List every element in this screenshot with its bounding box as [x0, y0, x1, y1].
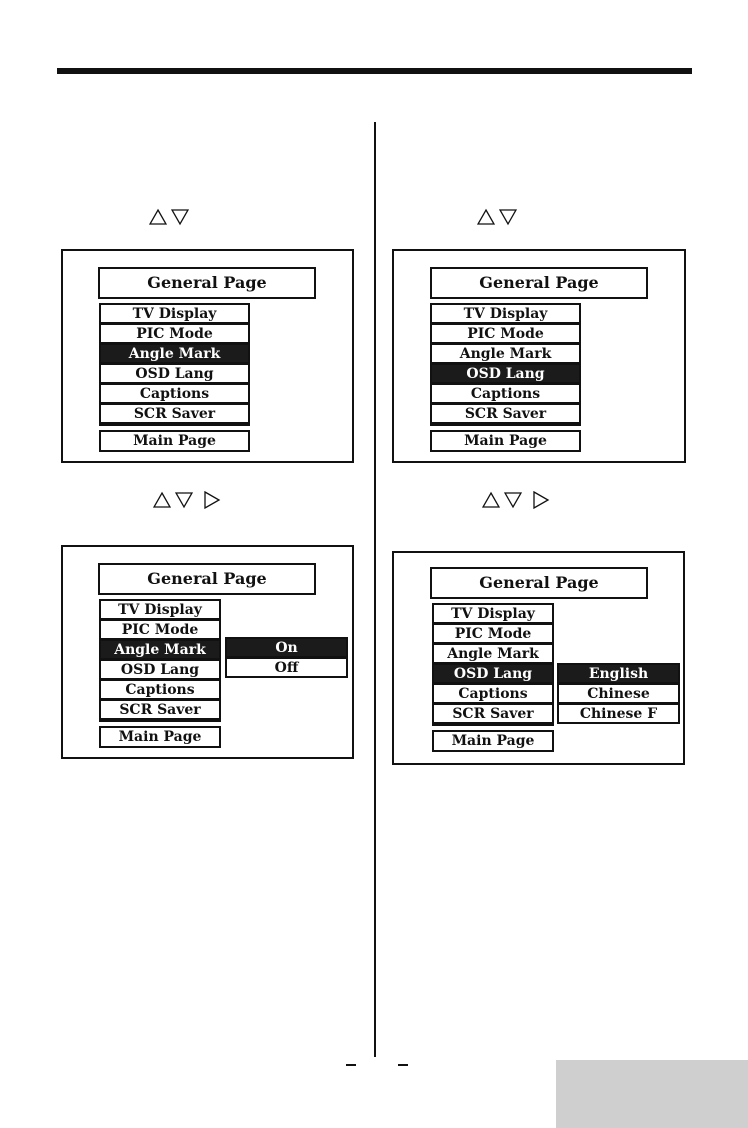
down-triangle-icon [171, 208, 189, 226]
right-triangle-icon [203, 491, 221, 509]
menu-item-tv-display[interactable]: TV Display [99, 303, 250, 324]
menu-item-tv-display[interactable]: TV Display [99, 599, 221, 620]
menu-item-captions[interactable]: Captions [99, 679, 221, 700]
menu-title: General Page [98, 267, 316, 299]
right-triangle-icon [532, 491, 550, 509]
nav-hint-2 [477, 207, 517, 227]
menu-item-pic-mode[interactable]: PIC Mode [430, 323, 581, 344]
osd-panel-2 [392, 249, 686, 463]
menu-item-pic-mode[interactable]: PIC Mode [99, 619, 221, 640]
menu-item-pic-mode[interactable]: PIC Mode [99, 323, 250, 344]
nav-hint-1 [149, 207, 189, 227]
menu-item-tv-display[interactable]: TV Display [432, 603, 554, 624]
menu-item-pic-mode[interactable]: PIC Mode [432, 623, 554, 644]
down-triangle-icon [175, 491, 193, 509]
menu-item-osd-lang[interactable]: OSD Lang [430, 363, 581, 384]
nav-hint-3 [153, 490, 221, 510]
menu-item-tv-display[interactable]: TV Display [430, 303, 581, 324]
footer-dash [346, 1064, 356, 1066]
nav-hint-4 [482, 490, 550, 510]
main-page-button[interactable]: Main Page [430, 430, 581, 452]
menu-item-captions[interactable]: Captions [432, 683, 554, 704]
submenu-option-chinese-f[interactable]: Chinese F [557, 703, 680, 724]
menu-item-captions[interactable]: Captions [99, 383, 250, 404]
menu-item-scr-saver[interactable]: SCR Saver [99, 699, 221, 720]
main-page-button[interactable]: Main Page [432, 730, 554, 752]
menu-item-scr-saver[interactable]: SCR Saver [430, 403, 581, 424]
menu-item-angle-mark[interactable]: Angle Mark [99, 639, 221, 660]
menu-underline [430, 424, 581, 426]
up-triangle-icon [477, 208, 495, 226]
footer-dash [398, 1064, 408, 1066]
osd-panel-3 [61, 545, 354, 759]
menu-title: General Page [430, 567, 648, 599]
up-triangle-icon [482, 491, 500, 509]
menu-underline [99, 720, 221, 722]
menu-item-angle-mark[interactable]: Angle Mark [99, 343, 250, 364]
menu-title: General Page [98, 563, 316, 595]
up-triangle-icon [149, 208, 167, 226]
osd-panel-1 [61, 249, 354, 463]
page-tab [556, 1060, 748, 1128]
main-page-button[interactable]: Main Page [99, 726, 221, 748]
header-rule [57, 68, 692, 74]
menu-item-osd-lang[interactable]: OSD Lang [432, 663, 554, 684]
menu-item-captions[interactable]: Captions [430, 383, 581, 404]
down-triangle-icon [499, 208, 517, 226]
menu-item-angle-mark[interactable]: Angle Mark [432, 643, 554, 664]
submenu-option-off[interactable]: Off [225, 657, 348, 678]
menu-item-angle-mark[interactable]: Angle Mark [430, 343, 581, 364]
menu-item-osd-lang[interactable]: OSD Lang [99, 659, 221, 680]
submenu-option-on[interactable]: On [225, 637, 348, 658]
menu-underline [99, 424, 250, 426]
up-triangle-icon [153, 491, 171, 509]
down-triangle-icon [504, 491, 522, 509]
menu-item-scr-saver[interactable]: SCR Saver [99, 403, 250, 424]
menu-item-scr-saver[interactable]: SCR Saver [432, 703, 554, 724]
submenu-option-chinese[interactable]: Chinese [557, 683, 680, 704]
menu-underline [432, 724, 554, 726]
menu-item-osd-lang[interactable]: OSD Lang [99, 363, 250, 384]
main-page-button[interactable]: Main Page [99, 430, 250, 452]
menu-title: General Page [430, 267, 648, 299]
submenu-option-english[interactable]: English [557, 663, 680, 684]
osd-panel-4 [392, 551, 685, 765]
column-divider [374, 122, 376, 1057]
